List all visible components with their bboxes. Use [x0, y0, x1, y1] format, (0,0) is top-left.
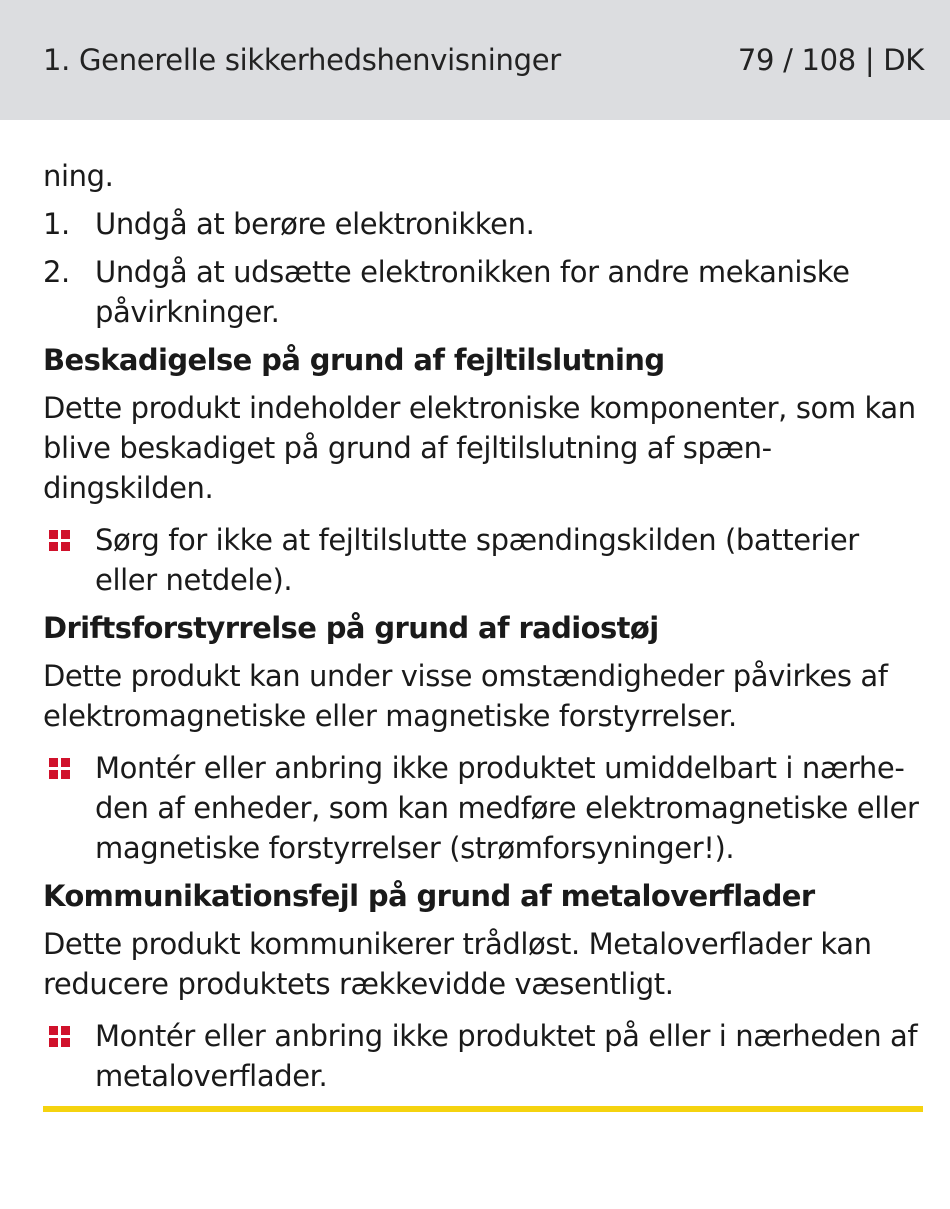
section-body: Dette produkt kan under visse omstændigheder påvirkes af elektromagnetiske eller magnetiske forstyrrelser. [43, 659, 888, 733]
item-text: Undgå at udsætte elektronikken for andre mekaniske påvirkninger. [95, 255, 850, 329]
bullet-item [43, 748, 923, 868]
red-four-squares-icon [49, 1026, 95, 1047]
section-heading: Beskadigelse på grund af fejltilslutning [43, 343, 665, 377]
section-body: Dette produkt indeholder elektroniske komponenter, som kan blive beskadiget på grund af fejltilslutning af spændingskilden. [43, 391, 916, 505]
red-four-squares-icon [49, 758, 95, 779]
page-info: 79 / 108 | DK [737, 43, 924, 77]
section-heading: Kommunikationsfejl på grund af metaloverflader [43, 879, 815, 913]
section-end-rule [43, 1106, 923, 1112]
bullet-text: Sørg for ikke at fejltilslutte spændingskilden (batterier eller netdele). [95, 523, 859, 597]
red-four-squares-icon [49, 530, 95, 551]
item-text: Undgå at berøre elektronikken. [95, 207, 535, 241]
section-title: 1. Generelle sikkerhedshenvisninger [43, 43, 561, 77]
document-body [0, 156, 950, 1096]
continuation-text: ning. [43, 159, 114, 193]
item-number: 2. [43, 255, 70, 289]
bullet-text: Montér eller anbring ikke produktet på eller i nærheden af metaloverflader. [95, 1019, 918, 1093]
bullet-text: Montér eller anbring ikke produktet umiddelbart i nærheden af enheder, som kan medføre elektromagnetiske eller magnetiske forstyrrelser (strømforsyninger!). [95, 751, 919, 865]
bullet-item [43, 1016, 923, 1096]
section-heading: Driftsforstyrrelse på grund af radiostøj [43, 611, 659, 645]
numbered-item [43, 252, 923, 332]
bullet-item [43, 520, 923, 600]
section-body: Dette produkt kommunikerer trådløst. Metaloverflader kan reducere produktets rækkevidde væsentligt. [43, 927, 872, 1001]
numbered-item [43, 204, 923, 244]
item-number: 1. [43, 207, 70, 241]
page-header [0, 0, 950, 120]
